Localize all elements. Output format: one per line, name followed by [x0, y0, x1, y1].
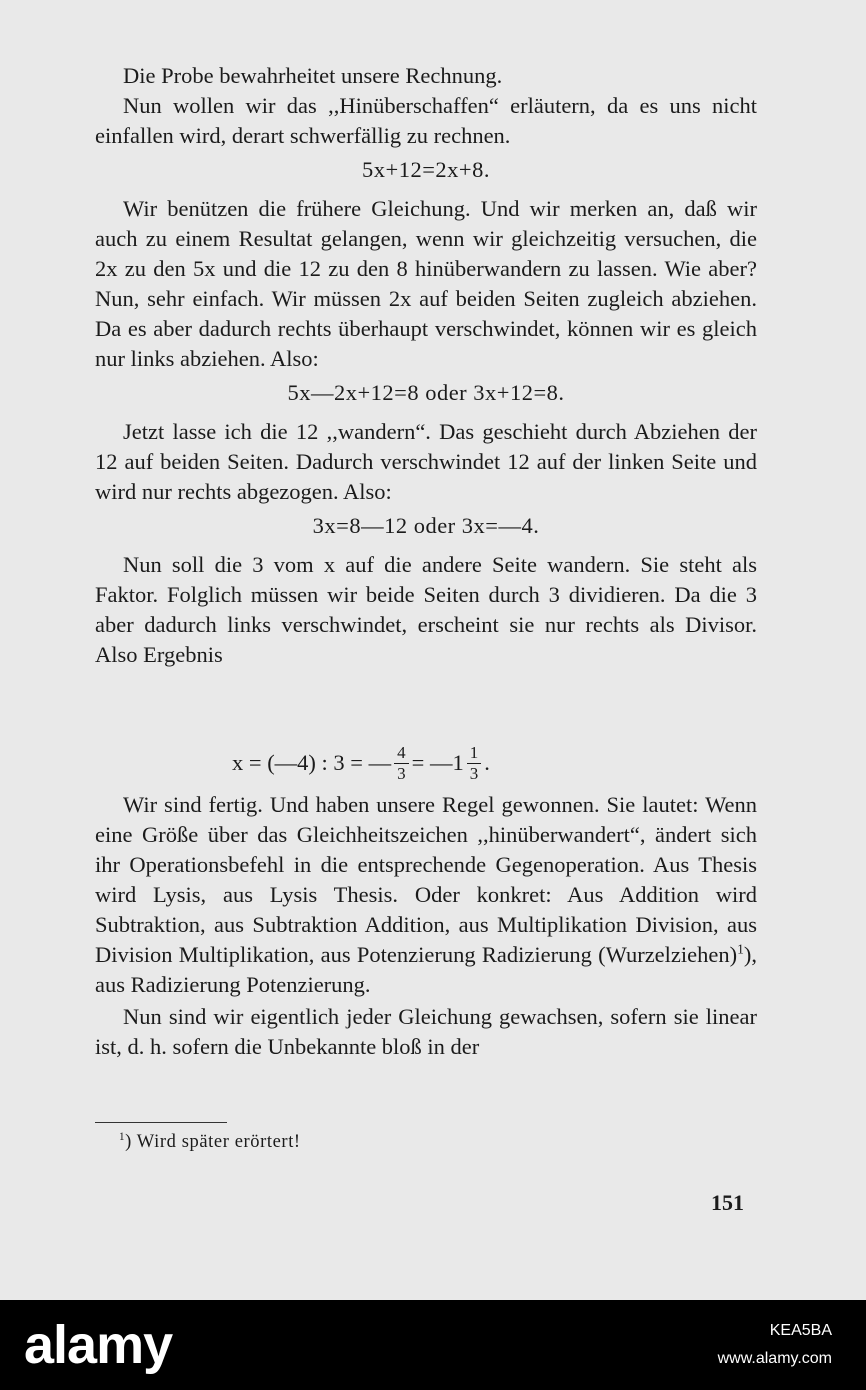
fraction-numerator: 1: [467, 743, 482, 764]
fraction-four-thirds: [394, 743, 409, 784]
fraction-equation-lhs: x = (—4) : 3 = —: [232, 750, 392, 775]
paragraph-2: Nun wollen wir das ,,Hinüberschaffen“ erläutern, da es uns nicht einfallen wird, derart schwerfällig zu rechnen.: [95, 93, 757, 148]
paragraph-1: Die Probe bewahrheitet unsere Rechnung.: [123, 63, 503, 88]
body-text: [95, 61, 757, 670]
fraction-numerator: 4: [394, 743, 409, 764]
paragraph-4: Jetzt lasse ich die 12 ,,wandern“. Das geschieht durch Abziehen der 12 auf beiden Seiten. Dadurch verschwindet 12 auf der linken Seite und wird nur rechts abgezogen. Also:: [95, 419, 757, 504]
equation-1: 5x+12=2x+8.: [362, 157, 490, 182]
paragraph-5: Nun soll die 3 vom x auf die andere Seite wandern. Sie steht als Faktor. Folglich müssen wir beide Seiten durch 3 dividieren. Da die 3 aber dadurch links verschwindet, erscheint sie nur rechts als Divisor. Also Ergebnis: [95, 552, 757, 667]
footnote-rule: [95, 1122, 227, 1123]
fraction-denominator: 3: [469, 763, 479, 783]
equation-3: 3x=8—12 oder 3x=—4.: [312, 513, 540, 538]
fraction-equation-end: .: [484, 750, 490, 775]
equation-2: 5x—2x+12=8 oder 3x+12=8.: [287, 380, 565, 405]
watermark-url: www.alamy.com: [717, 1350, 832, 1367]
image-id: KEA5BA: [769, 1322, 832, 1339]
paragraph-6-text: Wir sind fertig. Und haben unsere Regel gewonnen. Sie lautet: Wenn eine Größe über das Gleichheitszeichen ,,hinüberwandert“, ändert sich ihr Operationsbefehl in die entsprechende Gegenoperation. Aus Thesis wird Lysis, aus Lysis Thesis. Oder konkret: Aus Addition wird Subtraktion, aus Subtraktion Addition, aus Multiplikation Division, aus Division Multiplikation, aus Potenzierung Radizierung (Wurzelziehen): [95, 792, 757, 967]
paragraph-6-end: ), aus Radizierung Potenzierung.: [95, 942, 757, 997]
body-text-lower: [95, 790, 757, 1062]
paragraph-3: Wir benützen die frühere Gleichung. Und wir merken an, daß wir auch zu einem Resultat gelangen, wenn wir gleichzeitig versuchen, die 2x zu den 5x und die 12 zu den 8 hinüberwandern zu lassen. Wie aber? Nun, sehr einfach. Wir müssen 2x auf beiden Seiten zugleich abziehen. Da es aber dadurch rechts überhaupt verschwindet, können wir es gleich nur links abziehen. Also:: [95, 196, 757, 371]
watermark-bar: [0, 1300, 866, 1390]
fraction-equation: [232, 735, 490, 791]
footnote-ref: 1: [737, 941, 744, 957]
alamy-logo: alamy: [24, 1315, 173, 1375]
fraction-one-third: [467, 743, 482, 784]
footnote: [119, 1132, 301, 1153]
page-number: 151: [711, 1190, 744, 1215]
footnote-marker: 1: [119, 1130, 126, 1143]
paragraph-7: Nun sind wir eigentlich jeder Gleichung gewachsen, sofern sie linear ist, d. h. sofern die Unbekannte bloß in der: [95, 1004, 757, 1059]
fraction-denominator: 3: [397, 763, 406, 783]
fraction-equation-mid: = —1: [411, 750, 464, 775]
paragraph-6: [95, 790, 757, 1000]
footnote-text: ) Wird später erörtert!: [125, 1132, 301, 1152]
